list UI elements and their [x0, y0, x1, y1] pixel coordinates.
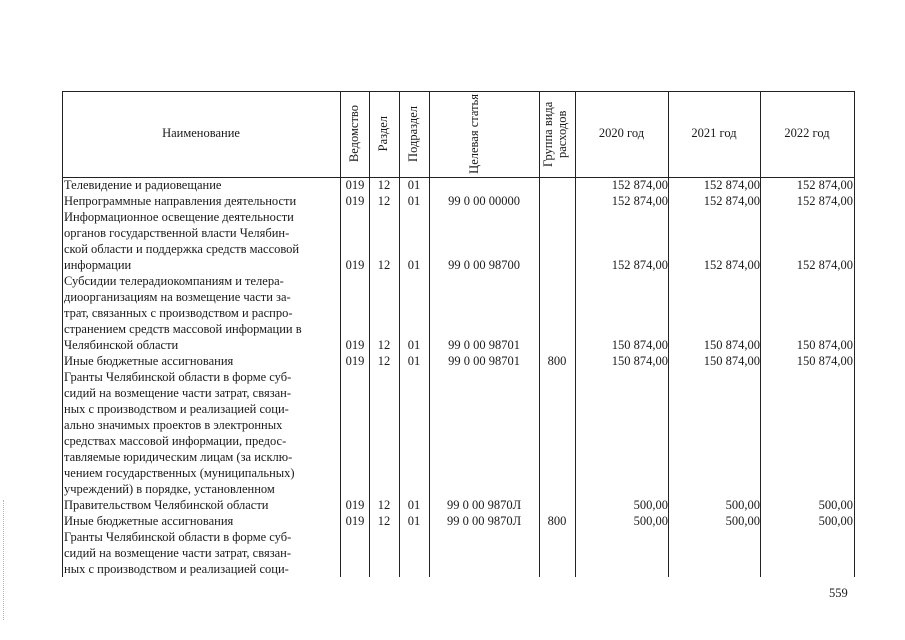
header-2022	[760, 91, 854, 177]
table-row	[62, 433, 854, 449]
cell-y1: 500,00	[633, 514, 668, 528]
cell-name: трат, связанных с производством и распро-	[64, 306, 293, 320]
cell-name: чением государственных (муниципальных)	[64, 466, 295, 480]
cell-razd: 12	[377, 338, 391, 352]
table-row	[62, 401, 854, 417]
cell-cel: 99 0 00 00000	[448, 194, 520, 208]
table-row	[62, 449, 854, 465]
cell-ved: 019	[345, 178, 365, 192]
cell-razd: 12	[377, 178, 391, 192]
cell-ved: 019	[345, 498, 365, 512]
cell-name: учреждений) в порядке, установленном	[64, 482, 275, 496]
cell-y2: 150 874,00	[703, 354, 760, 368]
cell-gr: 800	[547, 514, 567, 528]
cell-name: органов государственной власти Челябин-	[64, 226, 290, 240]
cell-name: ных с производством и реализацией соци-	[64, 562, 289, 576]
header-podrazd-label: Подраздел	[406, 106, 421, 162]
header-2020-label: 2020 год	[598, 126, 645, 141]
cell-y1: 152 874,00	[611, 178, 668, 192]
cell-cel: 99 0 00 98701	[448, 354, 520, 368]
cell-razd: 12	[377, 498, 391, 512]
table-row	[62, 545, 854, 561]
cell-y3: 150 874,00	[796, 354, 853, 368]
table-row	[62, 465, 854, 481]
page-number: 559	[829, 586, 848, 600]
table-row	[62, 513, 854, 529]
cell-name: Челябинской области	[64, 338, 179, 352]
cell-name: Гранты Челябинской области в форме суб-	[64, 530, 292, 544]
table-row	[62, 289, 854, 305]
cell-pod: 01	[407, 194, 421, 208]
header-razd	[369, 91, 399, 177]
cell-ved: 019	[345, 514, 365, 528]
table-row	[62, 529, 854, 545]
cell-name: тавляемые юридическим лицам (за исклю-	[64, 450, 293, 464]
cell-ved: 019	[345, 338, 365, 352]
cell-name: сидий на возмещение части затрат, связан-	[64, 386, 292, 400]
budget-table	[62, 91, 855, 577]
cell-y2: 152 874,00	[703, 194, 760, 208]
col-line	[854, 91, 855, 577]
cell-name: информации	[64, 258, 132, 272]
header-podrazd	[399, 91, 429, 177]
header-2021-label: 2021 год	[691, 126, 737, 141]
header-2021	[668, 91, 760, 177]
cell-y1: 500,00	[633, 498, 668, 512]
cell-pod: 01	[407, 338, 421, 352]
table-row	[62, 337, 854, 353]
cell-ved: 019	[345, 354, 365, 368]
cell-name: средствах массовой информации, предос-	[64, 434, 287, 448]
cell-y3: 500,00	[818, 498, 853, 512]
table-row	[62, 353, 854, 369]
cell-cel: 99 0 00 9870Л	[446, 514, 522, 528]
cell-pod: 01	[407, 514, 421, 528]
cell-name: сидий на возмещение части затрат, связан-	[64, 546, 292, 560]
table-row	[62, 273, 854, 289]
table-row	[62, 561, 854, 577]
cell-y2: 500,00	[725, 498, 760, 512]
table-row	[62, 225, 854, 241]
header-ved-label: Ведомство	[346, 105, 361, 163]
cell-y1: 152 874,00	[611, 258, 668, 272]
cell-y2: 150 874,00	[703, 338, 760, 352]
table-row	[62, 209, 854, 225]
header-razd-label: Раздел	[376, 116, 391, 152]
scan-edge-marks	[3, 500, 6, 620]
table-row	[62, 177, 854, 193]
cell-cel: 99 0 00 98701	[448, 338, 520, 352]
header-gruppa	[539, 91, 575, 177]
cell-y1: 150 874,00	[611, 338, 668, 352]
cell-razd: 12	[377, 514, 391, 528]
header-cel	[429, 91, 539, 177]
table-row	[62, 385, 854, 401]
cell-name: Гранты Челябинской области в форме суб-	[64, 370, 292, 384]
cell-y1: 150 874,00	[611, 354, 668, 368]
table-row	[62, 257, 854, 273]
table-row	[62, 369, 854, 385]
header-2020	[575, 91, 668, 177]
cell-y2: 500,00	[725, 514, 760, 528]
table-row	[62, 481, 854, 497]
cell-name: Субсидии телерадиокомпаниям и телера-	[64, 274, 284, 288]
cell-name: Иные бюджетные ассигнования	[64, 354, 234, 368]
cell-y3: 152 874,00	[796, 194, 853, 208]
cell-name: Информационное освещение деятельности	[64, 210, 294, 224]
cell-gr: 800	[547, 354, 567, 368]
header-ved	[340, 91, 369, 177]
cell-razd: 12	[377, 258, 391, 272]
cell-ved: 019	[345, 194, 365, 208]
table-row	[62, 241, 854, 257]
cell-ved: 019	[345, 258, 365, 272]
cell-cel: 99 0 00 98700	[448, 258, 520, 272]
cell-name: диоорганизациям на возмещение части за-	[64, 290, 291, 304]
table-row	[62, 417, 854, 433]
cell-razd: 12	[377, 194, 391, 208]
cell-pod: 01	[407, 354, 421, 368]
cell-name: ально значимых проектов в электронных	[64, 418, 283, 432]
cell-y2: 152 874,00	[703, 178, 760, 192]
cell-name: Иные бюджетные ассигнования	[64, 514, 234, 528]
header-cel-label: Целевая статья	[467, 94, 481, 174]
header-2022-label: 2022 год	[784, 126, 830, 141]
cell-y3: 150 874,00	[796, 338, 853, 352]
cell-y3: 500,00	[818, 514, 853, 528]
table-row	[62, 305, 854, 321]
cell-name: ской области и поддержка средств массовой	[64, 242, 300, 256]
table-row	[62, 321, 854, 337]
cell-cel: 99 0 00 9870Л	[446, 498, 522, 512]
cell-name: ных с производством и реализацией соци-	[64, 402, 289, 416]
cell-pod: 01	[407, 258, 421, 272]
cell-name: Телевидение и радиовещание	[64, 178, 222, 192]
cell-name: Непрограммные направления деятельности	[64, 194, 297, 208]
cell-y3: 152 874,00	[796, 258, 853, 272]
cell-y2: 152 874,00	[703, 258, 760, 272]
header-gruppa-label: Группа вида расходов	[541, 101, 569, 167]
cell-y1: 152 874,00	[611, 194, 668, 208]
header-name	[62, 91, 340, 177]
table-row	[62, 497, 854, 513]
cell-pod: 01	[407, 498, 421, 512]
cell-y3: 152 874,00	[796, 178, 853, 192]
header-name-label: Наименование	[162, 126, 240, 141]
cell-pod: 01	[407, 178, 421, 192]
cell-name: Правительством Челябинской области	[64, 498, 269, 512]
cell-razd: 12	[377, 354, 391, 368]
cell-name: странением средств массовой информации в	[64, 322, 302, 336]
table-row	[62, 193, 854, 209]
